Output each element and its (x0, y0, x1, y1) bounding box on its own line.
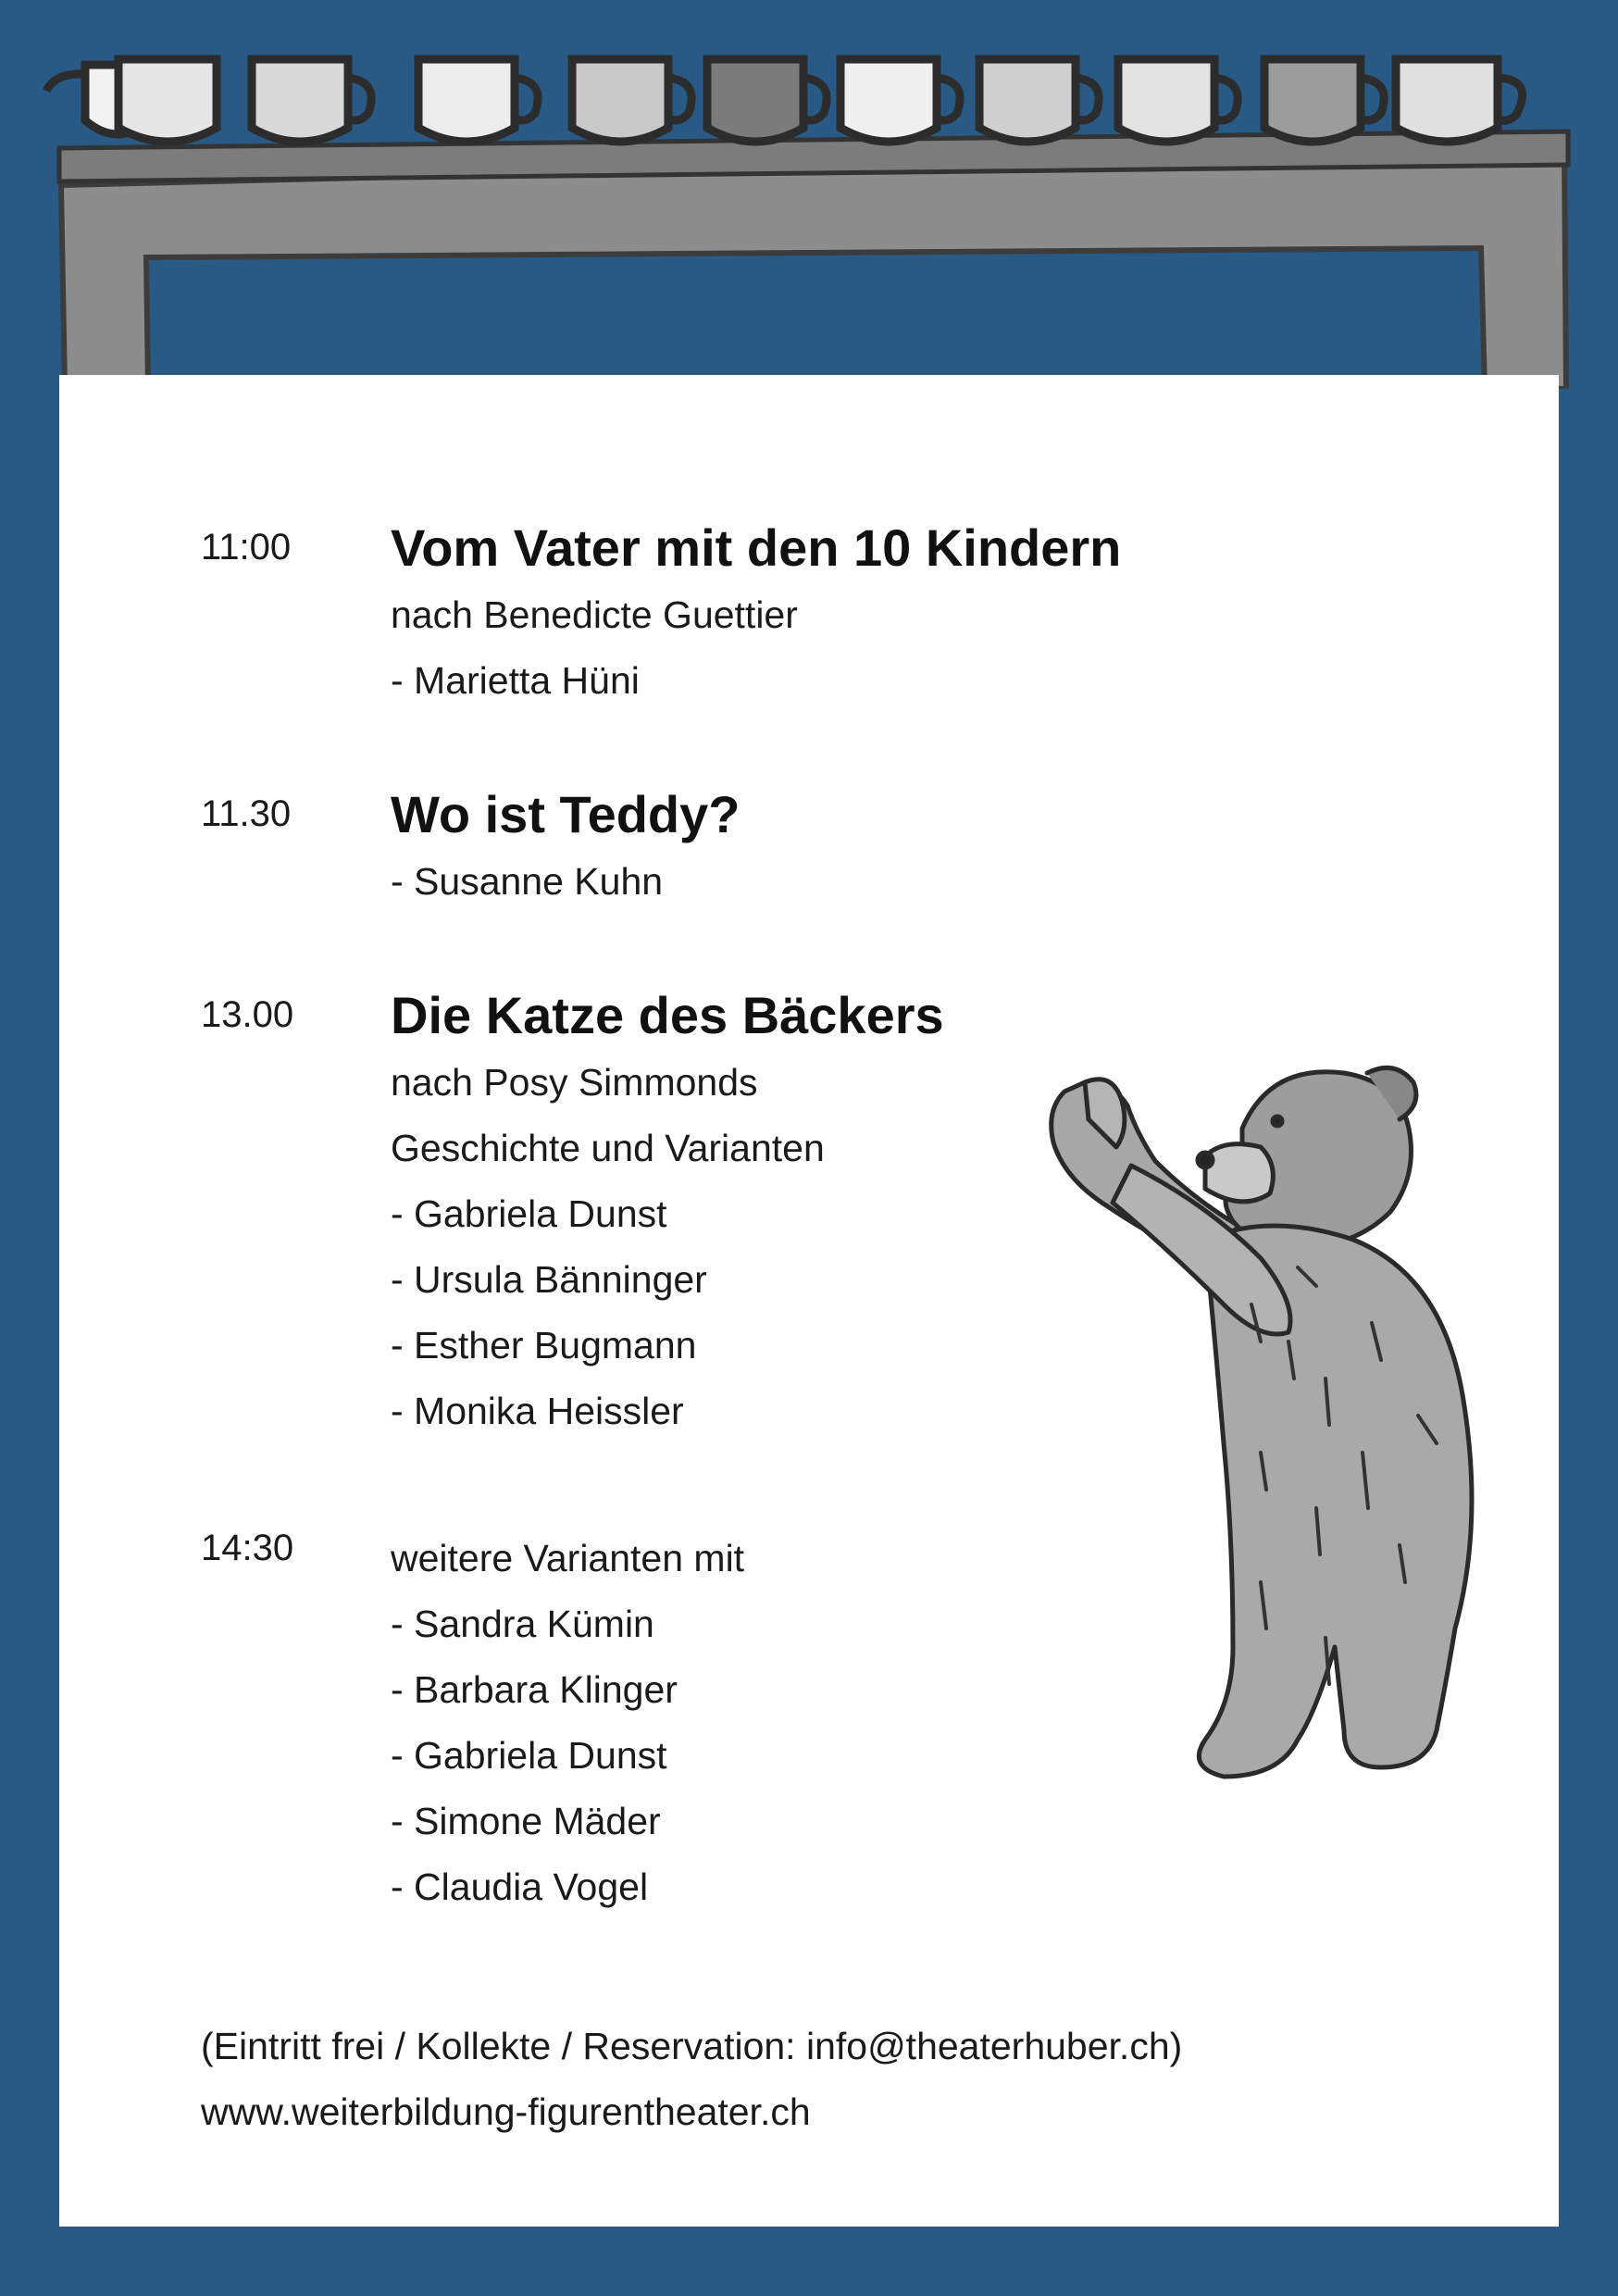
entry-line: - Esther Bugmann (391, 1324, 697, 1366)
schedule-entry (201, 514, 1497, 714)
entry-line: - Claudia Vogel (391, 1866, 649, 1908)
footer-info: (Eintritt frei / Kollekte / Reservation: info@theaterhuber.ch) (201, 2025, 1183, 2067)
entry-line: nach Benedicte Guettier (391, 593, 798, 636)
entry-line: - Gabriela Dunst (391, 1192, 667, 1235)
entry-line: - Simone Mäder (391, 1800, 661, 1842)
cup-shelf-illustration (0, 0, 1618, 389)
entry-line: - Sandra Kümin (391, 1603, 654, 1645)
entry-time: 13.00 (201, 994, 294, 1035)
program-sheet (59, 375, 1559, 2227)
entry-time: 11.30 (201, 793, 292, 834)
footer (201, 2014, 1182, 2145)
entry-title: Wo ist Teddy? (391, 785, 741, 843)
entry-line: - Ursula Bänninger (391, 1258, 707, 1301)
schedule-entry (201, 780, 1497, 915)
entry-time: 14:30 (201, 1528, 294, 1568)
entry-line: - Gabriela Dunst (391, 1734, 667, 1777)
entry-time: 11:00 (201, 527, 292, 568)
entry-line: weitere Varianten mit (391, 1537, 745, 1579)
entry-line: - Marietta Hüni (391, 659, 640, 702)
entry-line: - Susanne Kuhn (391, 860, 664, 903)
entry-title: Die Katze des Bäckers (391, 986, 944, 1044)
entry-line: Geschichte und Varianten (391, 1127, 825, 1169)
bear-illustration (1020, 1064, 1538, 1804)
entry-line: - Monika Heissler (391, 1390, 684, 1432)
entry-title: Vom Vater mit den 10 Kindern (391, 518, 1122, 577)
entry-line: nach Posy Simmonds (391, 1061, 758, 1104)
website-link[interactable]: www.weiterbildung-figurentheater.ch (201, 2090, 811, 2133)
entry-line: - Barbara Klinger (391, 1668, 678, 1711)
